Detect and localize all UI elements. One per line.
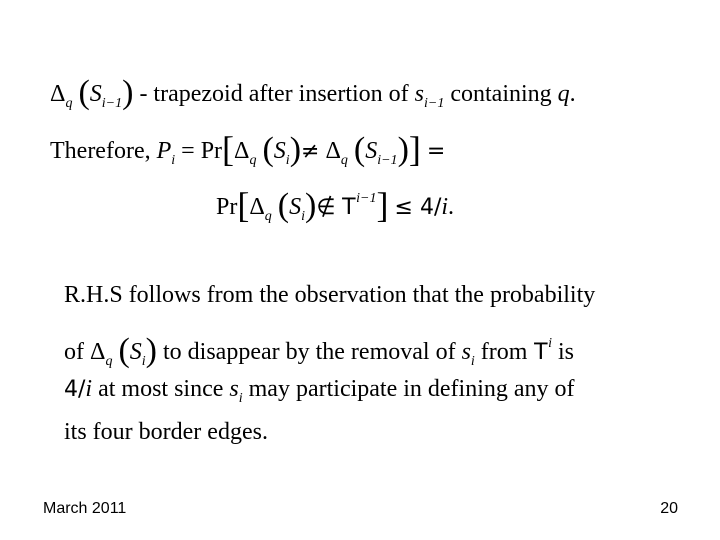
- var-S: S: [273, 138, 286, 164]
- pr-text: Pr: [216, 194, 238, 220]
- var-S: S: [289, 194, 302, 220]
- delta-symbol: Δ: [234, 138, 250, 164]
- var-s: s: [229, 376, 239, 402]
- paren-close: ): [122, 74, 134, 111]
- paren-close: ): [397, 131, 409, 168]
- therefore-line: [50, 128, 446, 169]
- sub-q: q: [249, 153, 257, 168]
- leq-four: ≤ 4: [394, 195, 434, 220]
- var-i: i: [441, 194, 449, 220]
- period: .: [448, 194, 455, 220]
- not-in-symbol: ∉: [316, 195, 336, 220]
- equals-symbol: =: [426, 139, 446, 164]
- paragraph-text-2d: is: [552, 339, 575, 365]
- delta-symbol: Δ: [249, 194, 265, 220]
- sup-i: i: [548, 336, 553, 351]
- paren-open: (: [78, 74, 90, 111]
- var-S: S: [365, 138, 378, 164]
- paragraph-text-2c: from: [474, 339, 534, 365]
- footer-date: March 2011: [43, 500, 127, 517]
- bracket-open: [: [237, 185, 250, 225]
- paren-open: (: [262, 131, 274, 168]
- paragraph-text-2a: of: [64, 339, 90, 365]
- sub-i-minus-1: i−1: [101, 96, 123, 111]
- equals-pr: = Pr: [175, 138, 223, 164]
- paragraph-text-4: its four border edges.: [64, 419, 268, 445]
- not-equal-symbol: ≠: [301, 139, 320, 164]
- paren-close: ): [145, 332, 157, 369]
- tau-symbol: T: [341, 193, 357, 220]
- bracket-close: ]: [376, 185, 389, 225]
- sub-i: i: [285, 153, 290, 168]
- therefore-text: Therefore,: [50, 138, 157, 164]
- paren-open: (: [353, 131, 366, 168]
- slash: /: [433, 195, 442, 220]
- paragraph-line-3: [64, 376, 575, 406]
- period: .: [569, 81, 576, 107]
- var-P: P: [156, 138, 172, 164]
- sub-q: q: [105, 354, 113, 369]
- sub-q: q: [340, 153, 348, 168]
- bracket-close: ]: [408, 129, 421, 169]
- paren-open: (: [118, 332, 130, 369]
- bracket-open: [: [222, 129, 235, 169]
- definition-text-2: containing: [444, 81, 558, 107]
- var-S: S: [89, 81, 102, 107]
- sub-i: i: [238, 391, 243, 406]
- delta-symbol: Δ: [50, 81, 66, 107]
- sub-i: i: [141, 354, 146, 369]
- delta-symbol: Δ: [90, 339, 106, 365]
- sub-i-minus-1: i−1: [424, 96, 445, 111]
- slash: /: [78, 377, 86, 402]
- paragraph-text-2b: to disappear by the removal of: [156, 339, 462, 365]
- paren-close: ): [289, 131, 302, 168]
- var-s: s: [461, 339, 471, 365]
- sub-i: i: [301, 209, 305, 224]
- footer-page-number: 20: [660, 500, 678, 517]
- tau-symbol: T: [533, 338, 549, 365]
- sub-i: i: [470, 354, 475, 369]
- paragraph-line-4: [64, 420, 268, 444]
- paragraph-line-1: [64, 283, 595, 307]
- var-q: q: [557, 81, 570, 107]
- paragraph-line-2: [64, 332, 575, 369]
- probability-line: [216, 184, 455, 225]
- sub-q: q: [264, 209, 272, 224]
- var-S: S: [129, 339, 142, 365]
- var-s: s: [414, 81, 424, 107]
- paragraph-text-1: R.H.S follows from the observation that the probability: [64, 282, 596, 308]
- delta-symbol-2: Δ: [325, 138, 341, 164]
- paragraph-text-3a: at most since: [92, 376, 230, 402]
- sub-q: q: [65, 96, 73, 111]
- definition-text: - trapezoid after insertion of: [133, 81, 415, 107]
- sup-i-minus-1: i−1: [356, 191, 377, 206]
- sub-i-minus-1: i−1: [377, 153, 398, 168]
- paren-open: (: [277, 187, 290, 224]
- sub-i: i: [171, 153, 176, 168]
- paren-close: ): [305, 187, 317, 224]
- var-i: i: [85, 376, 93, 402]
- definition-line: [50, 74, 576, 111]
- paragraph-text-3b: may participate in defining any of: [242, 376, 575, 402]
- four: 4: [64, 377, 78, 402]
